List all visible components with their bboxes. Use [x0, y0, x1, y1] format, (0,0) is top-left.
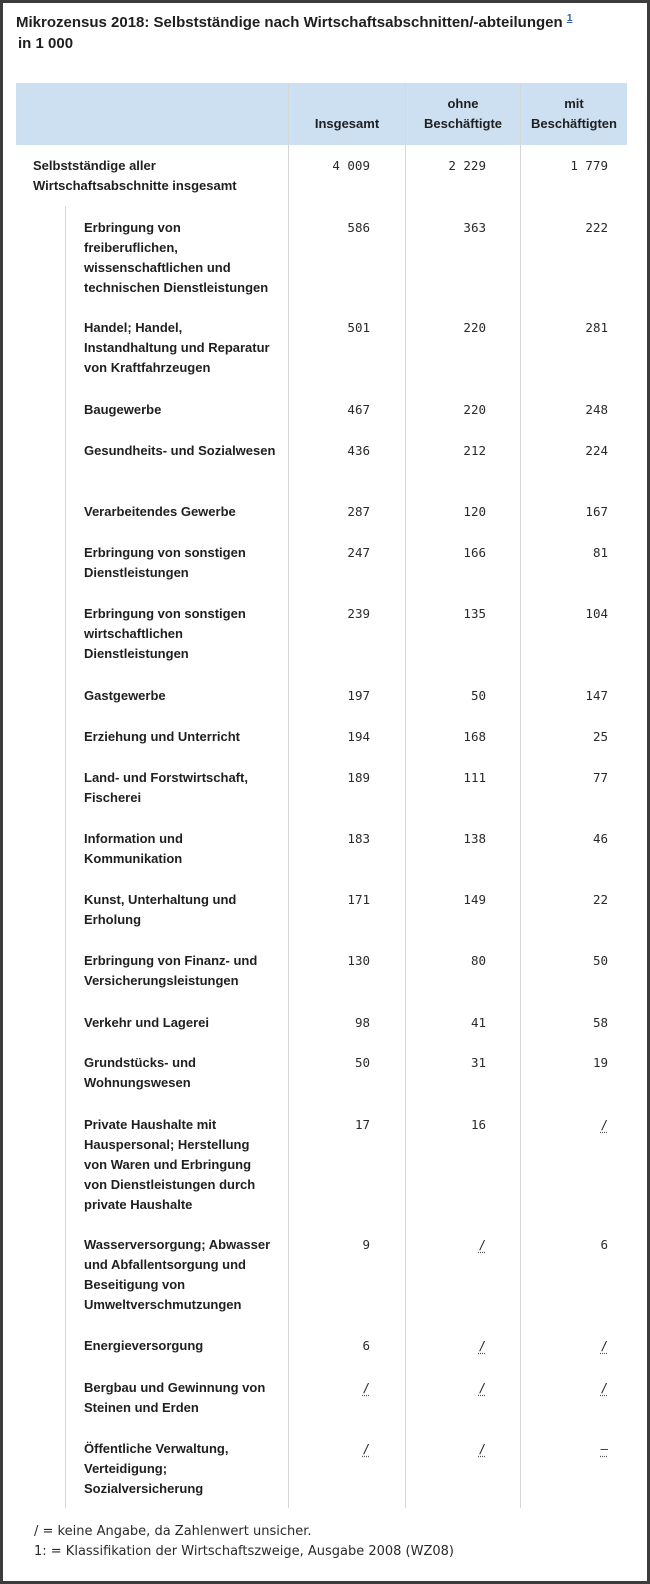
- divider: [405, 83, 406, 1508]
- divider: [520, 83, 521, 1508]
- row-label: Erbringung von freiberuflichen, wissenschaftlichen und technischen Dienstleistungen: [84, 220, 269, 295]
- cell-mit[interactable]: /: [600, 1380, 608, 1395]
- cell-insgesamt: 98: [354, 1015, 370, 1030]
- col-header-mit: mit Beschäftigten: [531, 96, 617, 131]
- cell-ohne: 41: [470, 1015, 486, 1030]
- total-label: Selbstständige aller Wirtschaftsabschnitte insgesamt: [33, 158, 237, 193]
- cell-ohne: 16: [470, 1117, 486, 1132]
- cell-mit: 19: [592, 1055, 608, 1070]
- total-insgesamt: 4 009: [332, 158, 370, 173]
- footnotes: [34, 1522, 454, 1562]
- cell-mit: 6: [600, 1237, 608, 1252]
- row-label: Kunst, Unterhaltung und Erholung: [84, 892, 237, 927]
- footnote-link[interactable]: 1: [566, 13, 573, 24]
- cell-insgesamt: 17: [354, 1117, 370, 1132]
- data-table: [16, 83, 627, 1520]
- row-label: Baugewerbe: [84, 402, 162, 417]
- cell-ohne: 138: [463, 831, 486, 846]
- cell-insgesamt: 586: [347, 220, 370, 235]
- cell-ohne: 50: [470, 688, 486, 703]
- cell-mit: 281: [585, 320, 608, 335]
- row-label: Erbringung von Finanz- und Versicherungsleistungen: [84, 953, 258, 988]
- cell-ohne[interactable]: /: [478, 1338, 486, 1353]
- cell-ohne: 31: [470, 1055, 486, 1070]
- row-label: Öffentliche Verwaltung, Verteidigung; Sozialversicherung: [84, 1441, 229, 1496]
- cell-mit: 46: [592, 831, 608, 846]
- cell-insgesamt: 130: [347, 953, 370, 968]
- row-label: Erbringung von sonstigen wirtschaftlichen Dienstleistungen: [84, 606, 246, 661]
- cell-mit[interactable]: /: [600, 1117, 608, 1132]
- cell-mit: 167: [585, 504, 608, 519]
- cell-insgesamt: 501: [347, 320, 370, 335]
- cell-mit: 58: [592, 1015, 608, 1030]
- cell-insgesamt: 436: [347, 443, 370, 458]
- cell-insgesamt[interactable]: /: [362, 1441, 370, 1456]
- cell-insgesamt: 50: [354, 1055, 370, 1070]
- cell-ohne: 149: [463, 892, 486, 907]
- row-label: Handel; Handel, Instandhaltung und Reparatur von Kraftfahrzeugen: [84, 320, 270, 375]
- row-label: Bergbau und Gewinnung von Steinen und Erden: [84, 1380, 266, 1415]
- row-label: Gesundheits- und Sozialwesen: [84, 443, 276, 458]
- row-label: Verarbeitendes Gewerbe: [84, 504, 236, 519]
- title-text: Mikrozensus 2018: Selbstständige nach Wirtschaftsabschnitten/-abteilungen: [16, 14, 563, 31]
- footnote-classification: 1: = Klassifikation der Wirtschaftszweige, Ausgabe 2008 (WZ08): [34, 1544, 454, 1559]
- cell-ohne: 220: [463, 402, 486, 417]
- cell-insgesamt: 239: [347, 606, 370, 621]
- cell-insgesamt: 287: [347, 504, 370, 519]
- cell-insgesamt: 189: [347, 770, 370, 785]
- row-label: Verkehr und Lagerei: [84, 1015, 209, 1030]
- row-label: Erziehung und Unterricht: [84, 729, 240, 744]
- cell-insgesamt: 183: [347, 831, 370, 846]
- row-label: Wasserversorgung; Abwasser und Abfallentsorgung und Beseitigung von Umweltverschmutzungen: [84, 1237, 271, 1312]
- total-mit: 1 779: [570, 158, 608, 173]
- cell-insgesamt: 9: [362, 1237, 370, 1252]
- footnote-unsure: / = keine Angabe, da Zahlenwert unsicher.: [34, 1524, 312, 1539]
- cell-mit: 104: [585, 606, 608, 621]
- unit-label: in 1 000: [18, 35, 74, 52]
- cell-mit: 147: [585, 688, 608, 703]
- cell-mit: 22: [592, 892, 608, 907]
- cell-mit: 25: [592, 729, 608, 744]
- row-label: Energieversorgung: [84, 1338, 204, 1353]
- cell-mit: 50: [592, 953, 608, 968]
- row-label: Erbringung von sonstigen Dienstleistungen: [84, 545, 246, 580]
- cell-ohne: 212: [463, 443, 486, 458]
- row-label: Information und Kommunikation: [84, 831, 183, 866]
- cell-insgesamt: 467: [347, 402, 370, 417]
- cell-ohne[interactable]: /: [478, 1441, 486, 1456]
- cell-mit: 222: [585, 220, 608, 235]
- cell-ohne: 80: [470, 953, 486, 968]
- cell-ohne: 120: [463, 504, 486, 519]
- cell-ohne[interactable]: /: [478, 1380, 486, 1395]
- cell-ohne: 111: [463, 770, 486, 785]
- cell-mit: 224: [585, 443, 608, 458]
- cell-ohne: 135: [463, 606, 486, 621]
- table-title: [16, 8, 576, 54]
- cell-ohne: 220: [463, 320, 486, 335]
- cell-mit[interactable]: /: [600, 1338, 608, 1353]
- cell-ohne: 363: [463, 220, 486, 235]
- cell-insgesamt: 197: [347, 688, 370, 703]
- divider: [288, 83, 289, 1508]
- cell-ohne: 168: [463, 729, 486, 744]
- cell-mit: 77: [592, 770, 608, 785]
- cell-insgesamt: 171: [347, 892, 370, 907]
- row-label: Private Haushalte mit Hauspersonal; Herstellung von Waren und Erbringung von Dienstleistungen durch private Haushalte: [84, 1117, 256, 1212]
- col-header-ohne: ohne Beschäftigte: [423, 96, 503, 131]
- cell-insgesamt[interactable]: /: [362, 1380, 370, 1395]
- cell-insgesamt: 247: [347, 545, 370, 560]
- total-ohne: 2 229: [448, 158, 486, 173]
- divider: [65, 206, 66, 1508]
- cell-insgesamt: 194: [347, 729, 370, 744]
- col-header-insgesamt: Insgesamt: [314, 116, 380, 131]
- row-label: Grundstücks- und Wohnungswesen: [84, 1055, 196, 1090]
- cell-mit: 81: [592, 545, 608, 560]
- cell-ohne[interactable]: /: [478, 1237, 486, 1252]
- cell-insgesamt: 6: [362, 1338, 370, 1353]
- row-label: Land- und Forstwirtschaft, Fischerei: [84, 770, 248, 805]
- cell-mit[interactable]: –: [600, 1441, 608, 1456]
- cell-ohne: 166: [463, 545, 486, 560]
- row-label: Gastgewerbe: [84, 688, 166, 703]
- cell-mit: 248: [585, 402, 608, 417]
